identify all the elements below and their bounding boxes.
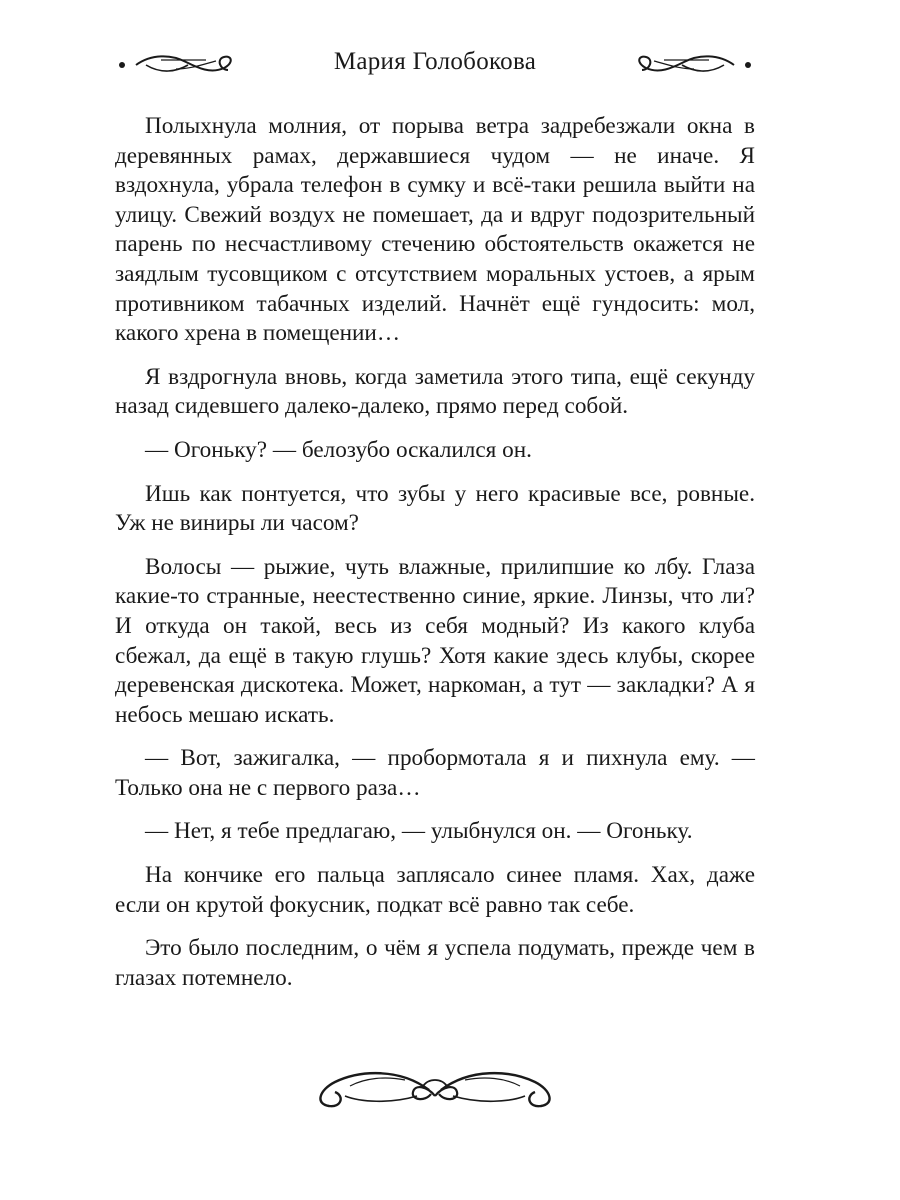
paragraph: — Нет, я тебе предлагаю, — улыбнулся он. — Огоньку. — [145, 818, 693, 845]
page-body-text — [115, 112, 755, 1007]
paragraph: Полыхнула молния, от порыва ветра задребезжали окна в деревянных рамах, державшиеся чудом — не иначе. Я вздохнула, убрала телефон в сумку и всё-таки решила выйти на улицу. Свежий воздух не помешает, да и вдруг подозрительный парень по несчастливому стечению обстоятельств окажется не заядлым тусовщиком с отсутствием моральных устоев, а ярым противником табачных изделий. Начнёт ещё гундосить: мол, какого хрена в помещении… — [115, 113, 755, 347]
paragraph: — Огоньку? — белозубо оскалился он. — [145, 436, 532, 463]
paragraph: Волосы — рыжие, чуть влажные, прилипшие ко лбу. Глаза какие-то странные, неестественно синие, яркие. Линзы, что ли? И откуда он такой, весь из себя модный? Из какого клуба сбежал, да ещё в такую глушь? Хотя какие здесь клубы, скорее деревенская дискотека. Может, наркоман, а тут — закладки? А я небось мешаю искать. — [115, 553, 755, 728]
paragraph: — Вот, зажигалка, — пробормотала я и пихнула ему. — Только она не с первого раза… — [115, 745, 755, 801]
header-author-name: Мария Голобокова — [333, 48, 537, 75]
paragraph: Я вздрогнула вновь, когда заметила этого типа, ещё секунду назад сидевшего далеко-далеко, прямо перед собой. — [115, 363, 755, 420]
header-right-flourish-icon — [624, 50, 754, 80]
running-header — [110, 42, 760, 88]
paragraph: На кончике его пальца заплясало синее пламя. Хах, даже если он крутой фокусник, подкат всё равно так себе. — [115, 862, 755, 918]
footer-flourish-icon — [305, 1060, 565, 1120]
paragraph: Ишь как понтуется, что зубы у него красивые все, ровные. Уж не виниры ли часом? — [115, 480, 755, 537]
paragraph: Это было последним, о чём я успела подумать, прежде чем в глазах потемнело. — [115, 935, 755, 991]
